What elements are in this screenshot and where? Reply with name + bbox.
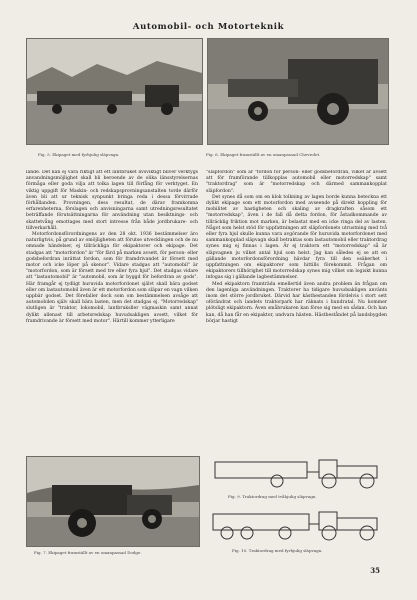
left-column: [26, 170, 198, 448]
right-paragraph: Med ekipaktorn framträda emellertid även andra problem än frågan om den lagenliga användningen. Traktorer ha tidigare huvudsakligen använts inom det större jordbruket. Därvid har kästhestanden fördelvis i stort sett oförändrat och landets traktorpark har räknats i hundratal. Nu kommer plötsligt ekipaktorn. Även småbrukaren kan förse sig med en sådan. Och han kan, då han får en ekipaktor, undvara hästen. Hästbeståndet på landsbygden börjar hastigt: [206, 281, 387, 324]
page-number: 35: [370, 566, 380, 575]
right-column: [206, 170, 387, 440]
drawing-fig9: [207, 450, 387, 492]
caption-fig5: Fig. 5. Ekipaget med fyrhjulig släpvagn.: [38, 152, 120, 157]
caption-fig9: Fig. 9. Traktordrag med tvåhjulig släpvagn.: [228, 494, 317, 499]
caption-fig10: Fig. 10. Traktordrag med fyrhjulig släpvagn.: [232, 548, 323, 553]
page-header: Automobil- och Motorteknik: [132, 22, 285, 32]
right-paragraph: "släpfordon" som är "fordon för person- eller godsbefordran, vilket är avsett att för framförande tillkopplas automobil eller motorredskap" samt "traktordrag" som är "motorredskap och därmed sammankopplat släpfordon".: [206, 170, 387, 194]
photo-fig7: [26, 456, 200, 547]
photo-fig5: [26, 38, 203, 145]
caption-fig7: Fig. 7. Ekipaget framställt av en omanpassad Dodge.: [34, 550, 142, 555]
left-paragraph: lande. Det kan ej vara riktigt att ett lantbruket livsviktigt bliver verktygs anvandningsmöjlighet skall bli beroende av de olika länsstyrelsernas förmåga eller goda vilja att tolka lagen till förfång för verktyget. En viktig uppgift för Maskin- och redskapsprovningsanstalten torde därför även bli att ur teknisk synpunkt bringa reda i dessa förvirrade förhållanden. Provningen, dess resultat, de därav framkomna erfarenheterna, förslagen och anvisningarna samt utredningsresultatet beträffande förutsättningarna för användning utan besiktnings- och skattetvång emottages med stort intresse från både jordbrukare- och tillverkarhåll.: [26, 170, 198, 231]
photo-fig6: [207, 38, 389, 145]
drawing-fig10: [207, 502, 387, 544]
caption-fig6: Fig. 6. Ekipaget framställt av en omanpassad Chevrolet.: [206, 152, 321, 157]
right-paragraph: Det synes då som om en klok tolkning av lagen borde kunna beteckna ett dylikt ekipage som ett motorfordon med avseende på direkt koppling för mobilitet av hastigheten och skaling av dragkraften såsom ett "motorredskap", även i de fall då detta fordon, för åstadkommande av tillräcklig friktion mot marken, är belastat med en icke ringa del av lasten. Något som helst stöd för uppfattningen att släpfordonets utrustning med två eller fyra hjul skulle kunna vara avgörande för huruvida motorfordonet med sammankopplad släpvagn skall betraktas som lastautomobil eller traktordrag synes mig ej finnas i lagen. Är ej traktorn ett "motorredskap" så är släpvagnen ju vilket antal hjul som helst. Jag kan således ej se att en gällande motorfordonsförordning hävdar fyra till den osäkerhet i uppfattningen om ekipaktorer som hittills förekommit. Frågan om ekipaktorers tillhörighet till motorredskap synes mig vilket om logiskt kunna infogas sig i gällande lagbestämmelser.: [206, 194, 387, 281]
left-paragraph: Motorfordonsförordningens av den 28 okt. 1936 bestämmelser äro naturligtvis, på grund av omöjligheten att förutse utvecklingen och de nu omnade händelser, ej tillräckliga för ekipaktorer och ekipage. Det stadgas att "motorfordon" är "för färd på marken avsett, för person- eller godsbefordran inrättat fordon, som för framdrivandet är försett med motor och icke löper på skenor". Vidare stadgas att "automobil" är "motorfordon, som är försett med tre eller fyra hjul". Det stadgas vidare att "lastautomobil" är "automobil, som är byggd för befordran av gods". Här framgår ej tydligt huruvida motorfordonet självt skall bära godset eller om lastautomobil även är ett motorfordon som släpar en vagn vilken uppbär godset. Det förefaller dock som om bestämmelsen avsåge att automobilen själv skall bära lasten, men det stadgas ej. "Motorredskap" slutligen är "traktor, lokomobil, lantbruksller vägmaskin samt annat dylikt allenast till arbetsredskap huvudsakligen avsett, vilket för framdrivande är försett med motor". Härtill kommer ytterligare: [26, 232, 198, 324]
